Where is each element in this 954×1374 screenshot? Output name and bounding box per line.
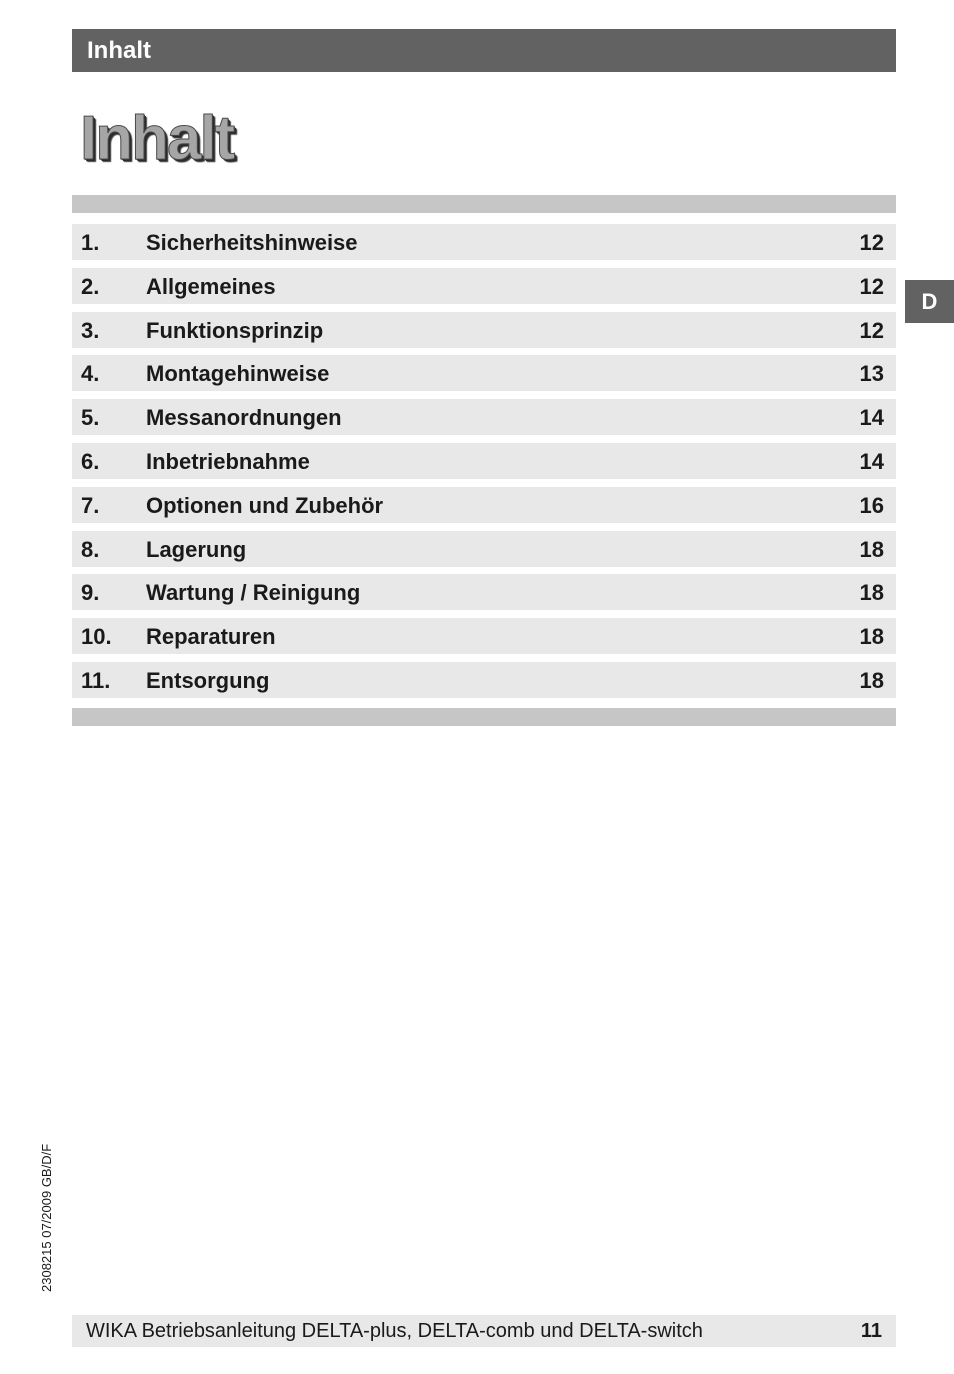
section-header (72, 29, 896, 72)
toc-entry[interactable] (72, 662, 896, 698)
toc-entry-page: 14 (859, 405, 884, 431)
bottom-divider (72, 708, 896, 726)
toc-entry-number: 11. (81, 667, 111, 693)
toc-entry[interactable] (72, 224, 896, 260)
toc-entry-number: 2. (81, 273, 100, 299)
toc-entry-page: 18 (859, 624, 884, 650)
toc-entry-title: Allgemeines (146, 273, 276, 299)
toc-entry-number: 4. (81, 361, 100, 387)
toc-entry-number: 6. (81, 448, 100, 474)
toc-entry-number: 3. (81, 317, 100, 343)
toc-entry-page: 18 (859, 536, 884, 562)
footer-text: WIKA Betriebsanleitung DELTA-plus, DELTA-comb und DELTA-switch (86, 1320, 703, 1342)
toc-entry-title: Lagerung (146, 536, 247, 562)
toc-entry-title: Inbetriebnahme (146, 448, 310, 474)
section-header-title: Inhalt (87, 37, 151, 64)
toc-entry-title: Funktionsprinzip (146, 317, 324, 343)
toc-entry-title: Wartung / Reinigung (146, 580, 361, 606)
language-tab: D (905, 280, 954, 323)
toc-entry-page: 16 (859, 492, 884, 518)
toc-entry-page: 18 (859, 580, 884, 606)
toc-entry-number: 5. (81, 405, 100, 431)
top-divider (72, 195, 896, 213)
toc-entry-number: 7. (81, 492, 100, 518)
toc-entry[interactable] (72, 531, 896, 567)
toc-entry-title: Sicherheitshinweise (146, 230, 358, 255)
toc-entry[interactable] (72, 487, 896, 523)
document-code: 2308215 07/2009 GB/D/F (39, 1143, 54, 1292)
toc-entry-page: 12 (859, 317, 884, 343)
toc-entry[interactable] (72, 355, 896, 391)
toc-entry-page: 12 (859, 230, 884, 255)
toc-entry-title: Reparaturen (146, 624, 276, 650)
toc-entry[interactable] (72, 268, 896, 304)
toc-entry[interactable] (72, 574, 896, 610)
toc-entry-number: 8. (81, 536, 100, 562)
toc-entry-page: 12 (859, 273, 884, 299)
toc-entry[interactable] (72, 618, 896, 654)
footer-page-number: 11 (860, 1320, 882, 1342)
page-title: Inhalt (80, 104, 234, 173)
toc-entry[interactable] (72, 399, 896, 435)
toc-entry-page: 14 (859, 448, 884, 474)
toc-entry-page: 13 (859, 361, 884, 387)
toc-entry-number: 10. (81, 624, 112, 650)
toc-entry-page: 18 (859, 667, 884, 693)
toc-entry[interactable] (72, 312, 896, 348)
toc-entry-title: Montagehinweise (146, 361, 330, 387)
toc-entry-number: 1. (81, 230, 100, 255)
toc-entry[interactable] (72, 443, 896, 479)
table-of-contents (72, 224, 896, 706)
toc-entry-title: Optionen und Zubehör (146, 492, 384, 518)
page-footer (72, 1315, 896, 1347)
toc-entry-title: Entsorgung (146, 667, 270, 693)
toc-entry-number: 9. (81, 580, 100, 606)
toc-entry-title: Messanordnungen (146, 405, 342, 431)
